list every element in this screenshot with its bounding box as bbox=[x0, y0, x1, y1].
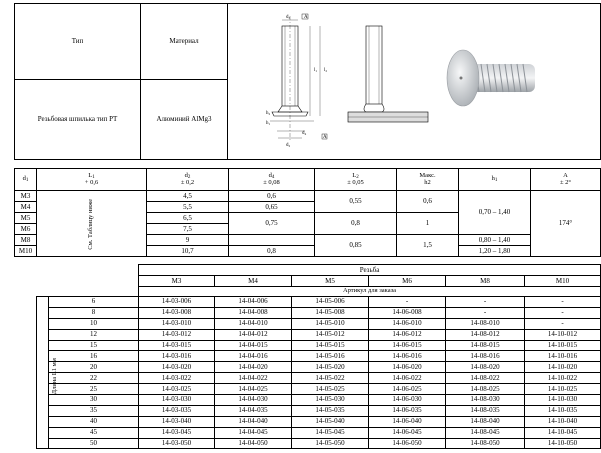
h1-cell: 1,20 – 1,80 bbox=[459, 246, 531, 257]
article-cell: 14-03-015 bbox=[139, 340, 215, 351]
article-cell: 14-08-035 bbox=[446, 405, 525, 416]
article-cell: 14-03-045 bbox=[139, 427, 215, 438]
article-cell: 14-03-030 bbox=[139, 395, 215, 406]
svg-text:d₄: d₄ bbox=[302, 131, 307, 136]
table-row bbox=[37, 373, 601, 384]
d4-cell: 0,6 bbox=[229, 191, 315, 202]
d2-cell: 6,5 bbox=[147, 213, 229, 224]
header-d4: $d_4$ ± 0,08 bbox=[229, 169, 315, 191]
header-l1: $L_1$ + 0,6 bbox=[37, 169, 147, 191]
blank-cell bbox=[37, 265, 49, 276]
article-cell: 14-05-040 bbox=[292, 416, 369, 427]
article-cell: 14-08-040 bbox=[446, 416, 525, 427]
article-cell: 14-08-025 bbox=[446, 384, 525, 395]
article-cell: 14-08-015 bbox=[446, 340, 525, 351]
d2-cell: 7,5 bbox=[147, 224, 229, 235]
svg-text:d₃: d₃ bbox=[286, 15, 291, 20]
length-cell: 12 bbox=[49, 329, 139, 340]
d4-cell: 0,65 bbox=[229, 202, 315, 213]
table-row bbox=[37, 329, 601, 340]
article-cell: 14-10-022 bbox=[525, 373, 601, 384]
blank-cell bbox=[49, 287, 139, 297]
length-cell: 25 bbox=[49, 384, 139, 395]
article-cell: 14-05-050 bbox=[292, 438, 369, 449]
article-cell: 14-10-012 bbox=[525, 329, 601, 340]
article-cell: 14-06-015 bbox=[369, 340, 446, 351]
thread-cell: M3 bbox=[15, 191, 37, 202]
article-cell: 14-10-040 bbox=[525, 416, 601, 427]
article-cell: 14-03-020 bbox=[139, 362, 215, 373]
thread-cell: M5 bbox=[15, 213, 37, 224]
article-cell: 14-05-010 bbox=[292, 318, 369, 329]
article-cell: - bbox=[369, 297, 446, 308]
table-row bbox=[37, 384, 601, 395]
h2-cell: 1,5 bbox=[397, 235, 459, 257]
article-cell: 14-04-035 bbox=[215, 405, 292, 416]
article-cell: 14-03-008 bbox=[139, 307, 215, 318]
article-cell: 14-06-016 bbox=[369, 351, 446, 362]
thread-cell: M4 bbox=[15, 202, 37, 213]
article-cell: 14-10-030 bbox=[525, 395, 601, 406]
blank-cell bbox=[49, 276, 139, 287]
svg-text:l₁: l₁ bbox=[314, 68, 318, 73]
table-row bbox=[37, 307, 601, 318]
article-cell: 14-10-045 bbox=[525, 427, 601, 438]
article-cell: 14-03-050 bbox=[139, 438, 215, 449]
table-row bbox=[37, 438, 601, 449]
article-cell: 14-04-045 bbox=[215, 427, 292, 438]
h2-cell: 1 bbox=[397, 213, 459, 235]
article-cell: 14-03-006 bbox=[139, 297, 215, 308]
article-cell: 14-04-040 bbox=[215, 416, 292, 427]
article-cell: 14-10-020 bbox=[525, 362, 601, 373]
length-cell: 22 bbox=[49, 373, 139, 384]
svg-text:d₂: d₂ bbox=[286, 143, 291, 148]
article-cell: 14-08-012 bbox=[446, 329, 525, 340]
length-cell: 40 bbox=[49, 416, 139, 427]
size-header: M10 bbox=[525, 276, 601, 287]
article-cell: 14-08-010 bbox=[446, 318, 525, 329]
article-title: Артикул для заказа bbox=[139, 287, 601, 297]
article-cell: 14-10-035 bbox=[525, 405, 601, 416]
blank-cell bbox=[37, 287, 49, 297]
article-cell: 14-08-020 bbox=[446, 362, 525, 373]
header-angle: A ± 2° bbox=[531, 169, 601, 191]
l1-note-cell: См. Таблицу ниже bbox=[37, 191, 147, 257]
article-cell: 14-04-012 bbox=[215, 329, 292, 340]
thread-cell: M10 bbox=[15, 246, 37, 257]
thread-title: Резьба bbox=[139, 265, 601, 276]
material-label: Материал bbox=[141, 4, 228, 80]
type-label: Тип bbox=[15, 4, 141, 80]
size-header: M5 bbox=[292, 276, 369, 287]
d2-cell: 9 bbox=[147, 235, 229, 246]
header-d2: $d_2$ ± 0,2 bbox=[147, 169, 229, 191]
article-cell: 14-06-020 bbox=[369, 362, 446, 373]
header-h2: Макс. h2 bbox=[397, 169, 459, 191]
article-cell: 14-08-030 bbox=[446, 395, 525, 406]
blank-cell bbox=[37, 276, 49, 287]
length-cell: 10 bbox=[49, 318, 139, 329]
article-cell: 14-05-025 bbox=[292, 384, 369, 395]
article-cell: 14-03-010 bbox=[139, 318, 215, 329]
article-cell: 14-04-020 bbox=[215, 362, 292, 373]
l2-cell: 0,85 bbox=[315, 235, 397, 257]
article-cell: 14-06-045 bbox=[369, 427, 446, 438]
article-cell: 14-04-030 bbox=[215, 395, 292, 406]
size-header: M8 bbox=[446, 276, 525, 287]
article-cell: 14-10-015 bbox=[525, 340, 601, 351]
article-cell: 14-05-030 bbox=[292, 395, 369, 406]
h1-cell: 0,80 – 1,40 bbox=[459, 235, 531, 246]
size-header: M6 bbox=[369, 276, 446, 287]
article-cell: - bbox=[446, 307, 525, 318]
article-cell: 14-03-035 bbox=[139, 405, 215, 416]
article-cell: 14-10-016 bbox=[525, 351, 601, 362]
article-cell: 14-03-016 bbox=[139, 351, 215, 362]
blank-cell bbox=[49, 265, 139, 276]
size-header: M3 bbox=[139, 276, 215, 287]
article-cell: 14-05-008 bbox=[292, 307, 369, 318]
table-row bbox=[37, 318, 601, 329]
article-cell: 14-04-025 bbox=[215, 384, 292, 395]
article-cell: - bbox=[525, 318, 601, 329]
length-cell: 8 bbox=[49, 307, 139, 318]
article-cell: - bbox=[446, 297, 525, 308]
article-cell: 14-06-025 bbox=[369, 384, 446, 395]
article-cell: 14-06-035 bbox=[369, 405, 446, 416]
length-label: Длина L1 мм bbox=[50, 357, 58, 395]
article-cell: 14-06-050 bbox=[369, 438, 446, 449]
article-cell: 14-05-020 bbox=[292, 362, 369, 373]
d2-cell: 10,7 bbox=[147, 246, 229, 257]
article-cell: 14-08-050 bbox=[446, 438, 525, 449]
d4-empty-cell bbox=[229, 235, 315, 246]
l2-cell: 0,55 bbox=[315, 191, 397, 213]
d4-cell: 0,75 bbox=[229, 213, 315, 235]
order-codes-table bbox=[36, 264, 601, 449]
stud-shank-right bbox=[366, 26, 382, 104]
svg-text:h₂: h₂ bbox=[266, 111, 271, 116]
d4-cell: 0,8 bbox=[229, 246, 315, 257]
header-h1: $h_1$ bbox=[459, 169, 531, 191]
article-cell: 14-06-030 bbox=[369, 395, 446, 406]
article-cell: 14-10-025 bbox=[525, 384, 601, 395]
table-row bbox=[37, 340, 601, 351]
article-cell: 14-05-012 bbox=[292, 329, 369, 340]
article-cell: - bbox=[525, 297, 601, 308]
article-cell: 14-06-040 bbox=[369, 416, 446, 427]
article-cell: 14-10-050 bbox=[525, 438, 601, 449]
svg-text:l₂: l₂ bbox=[324, 68, 328, 73]
thread-cell: M8 bbox=[15, 235, 37, 246]
article-cell: 14-03-012 bbox=[139, 329, 215, 340]
length-cell: 30 bbox=[49, 395, 139, 406]
size-header: M4 bbox=[215, 276, 292, 287]
length-cell: 20 bbox=[49, 362, 139, 373]
article-cell: 14-04-015 bbox=[215, 340, 292, 351]
stud-weld-right bbox=[364, 104, 384, 112]
table-row bbox=[37, 405, 601, 416]
article-cell: 14-05-022 bbox=[292, 373, 369, 384]
article-cell: 14-03-025 bbox=[139, 384, 215, 395]
article-cell: 14-04-010 bbox=[215, 318, 292, 329]
length-cell: 6 bbox=[49, 297, 139, 308]
article-cell: 14-03-040 bbox=[139, 416, 215, 427]
d2-cell: 4,5 bbox=[147, 191, 229, 202]
d2-cell: 5,5 bbox=[147, 202, 229, 213]
article-cell: 14-05-045 bbox=[292, 427, 369, 438]
svg-text:h₁: h₁ bbox=[266, 121, 271, 126]
length-cell: 35 bbox=[49, 405, 139, 416]
article-cell: 14-04-006 bbox=[215, 297, 292, 308]
table-row bbox=[37, 297, 601, 308]
length-cell: 45 bbox=[49, 427, 139, 438]
h1-cell: 0,70 – 1,40 bbox=[459, 191, 531, 235]
article-cell: 14-08-016 bbox=[446, 351, 525, 362]
material-value: Алюминий AlMg3 bbox=[141, 80, 228, 160]
header-l2: $L_2$ ± 0,05 bbox=[315, 169, 397, 191]
article-cell: 14-06-010 bbox=[369, 318, 446, 329]
length-cell: 15 bbox=[49, 340, 139, 351]
article-cell: 14-03-022 bbox=[139, 373, 215, 384]
article-cell: 14-04-050 bbox=[215, 438, 292, 449]
article-cell: 14-08-045 bbox=[446, 427, 525, 438]
article-cell: 14-05-035 bbox=[292, 405, 369, 416]
article-cell: - bbox=[525, 307, 601, 318]
table-row bbox=[37, 362, 601, 373]
svg-text:A: A bbox=[323, 135, 327, 140]
svg-text:A: A bbox=[304, 15, 308, 20]
table-row bbox=[37, 395, 601, 406]
length-label-cell bbox=[37, 297, 58, 449]
article-cell: 14-05-015 bbox=[292, 340, 369, 351]
stud-photo bbox=[439, 48, 537, 108]
table-row bbox=[37, 416, 601, 427]
l2-cell: 0,8 bbox=[315, 213, 397, 235]
length-cell: 16 bbox=[49, 351, 139, 362]
article-cell: 14-06-012 bbox=[369, 329, 446, 340]
h2-cell: 0,6 bbox=[397, 191, 459, 213]
article-cell: 14-08-022 bbox=[446, 373, 525, 384]
article-cell: 14-04-022 bbox=[215, 373, 292, 384]
article-cell: 14-05-016 bbox=[292, 351, 369, 362]
thread-cell: M6 bbox=[15, 224, 37, 235]
table-row bbox=[37, 351, 601, 362]
angle-cell: 174° bbox=[531, 191, 601, 257]
article-cell: 14-04-016 bbox=[215, 351, 292, 362]
article-cell: 14-04-008 bbox=[215, 307, 292, 318]
article-cell: 14-06-008 bbox=[369, 307, 446, 318]
length-cell: 50 bbox=[49, 438, 139, 449]
article-cell: 14-05-006 bbox=[292, 297, 369, 308]
table-row bbox=[37, 427, 601, 438]
technical-drawing bbox=[230, 6, 430, 158]
header-d1: $d_1$ bbox=[15, 169, 37, 191]
type-value: Резьбовая шпилька тип PT bbox=[15, 80, 141, 160]
dimensions-table bbox=[14, 168, 601, 257]
article-cell: 14-06-022 bbox=[369, 373, 446, 384]
